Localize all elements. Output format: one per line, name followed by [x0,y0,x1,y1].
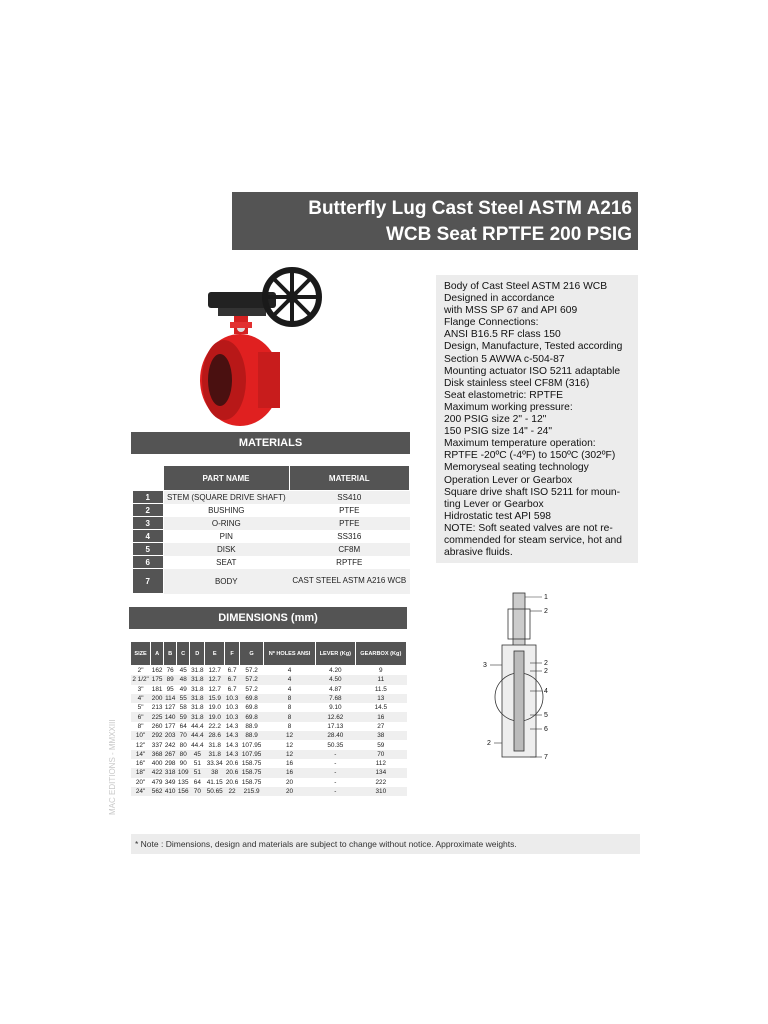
dim-row [131,666,407,676]
part-material: SS410 [289,491,409,504]
diagram-callout-label: 7 [544,754,548,761]
dim-cell: 6.7 [227,685,237,693]
title-bar [232,192,638,250]
spec-line: commended for steam service, hot and [444,534,622,546]
dim-cell: 260 [151,722,163,730]
dim-cell: 10.3 [225,713,239,721]
part-name: STEM (SQUARE DRIVE SHAFT) [163,491,289,504]
dim-cell: 14.3 [225,722,239,730]
diagram-callout-label: 2 [487,740,491,747]
dim-cell: 58 [179,704,187,712]
part-name: BODY [163,569,289,594]
spec-line: Operation Lever or Gearbox [444,474,573,486]
dim-cell: 140 [164,713,176,721]
part-material: SS316 [337,531,362,541]
dim-cell: 27 [377,722,385,730]
dim-row [131,787,407,796]
spec-line: Design, Manufacture, Tested according [444,341,623,353]
spec-line: Square drive shaft ISO 5211 for moun- [444,486,621,498]
dim-cell: 16" [135,760,146,768]
dim-cell: 9.10 [329,704,342,712]
dim-cell: 10.3 [225,695,239,703]
dim-cell: 225 [151,713,163,721]
dim-cell: 310 [355,787,406,796]
dim-cell: 156 [177,788,189,795]
diagram-callout-label: 4 [544,688,548,695]
spec-line: 200 PSIG size 2" - 12" [444,414,547,426]
dim-col-header: LEVER (Kg) [316,642,356,666]
dim-cell: 38 [355,731,406,740]
dim-cell: 57.2 [245,667,258,675]
part-number: 3 [133,517,164,530]
part-number: 6 [133,556,164,569]
dim-cell: 349 [164,778,176,786]
dim-cell: 114 [165,695,176,703]
materials-row [133,530,410,543]
dim-cell: 20 [264,787,316,796]
spec-line: with MSS SP 67 and API 609 [444,305,578,317]
spec-line: ANSI B16.5 RF class 150 [444,329,561,341]
spec-line: 150 PSIG size 14" - 24" [444,426,553,438]
dim-cell: 31.8 [191,667,204,675]
dim-cell: 14.3 [225,750,239,758]
dim-cell: 70 [190,787,205,796]
dim-cell: 181 [151,685,163,693]
dim-cell: 19.0 [205,712,225,721]
dim-cell: 59 [177,712,190,721]
dim-cell: 69.8 [245,704,258,712]
part-material: PTFE [339,505,360,515]
footnote: * Note : Dimensions, design and materials are subject to change without notice. Approximate weights. [131,834,640,854]
spec-line: Maximum working pressure: [444,401,573,413]
dim-cell: 22.2 [208,722,221,730]
dim-cell: - [316,750,356,759]
dim-col-header: C [177,642,190,666]
dim-cell: 33.34 [206,760,223,768]
dim-cell: 298 [164,760,176,768]
dim-cell: 20.6 [225,760,239,768]
part-number: 2 [133,504,164,517]
dim-cell: 12.7 [208,685,221,693]
dim-cell: 213 [151,704,163,712]
dim-cell: 80 [177,750,190,759]
dim-cell: 200 [151,695,163,703]
dim-cell: 14.5 [374,704,388,712]
title-line-1: Butterfly Lug Cast Steel ASTM A216 [308,198,632,219]
diagram-callout-label: 2 [544,668,548,675]
dim-cell: 562 [151,788,163,795]
dim-cell: 16 [264,768,316,777]
dim-cell: 12.7 [208,667,221,675]
dim-cell: 12 [264,731,316,740]
dim-cell: 64 [193,778,201,786]
dim-cell: 16 [285,760,294,768]
dim-row [131,740,407,749]
materials-row [133,517,410,530]
dim-cell: 222 [375,778,387,786]
dim-row [131,768,407,777]
dim-cell: 15.9 [205,694,225,703]
materials-row [133,491,410,504]
dim-cell: 44.4 [191,741,204,749]
dim-col-header: F [224,642,239,666]
dim-cell: 162 [151,667,163,675]
part-name: SEAT [216,557,237,567]
dim-col-header: GEARBOX (Kg) [355,642,406,666]
dim-cell: 4" [131,694,151,703]
dim-cell: 76 [166,667,174,675]
dim-row [131,731,407,740]
diagram-callout-label: 2 [544,660,548,667]
dim-col-header: A [151,642,164,666]
part-name: O-RING [163,517,289,530]
dim-cell: 368 [151,750,163,758]
dim-row [131,778,407,787]
dim-col-header: Nº HOLES ANSI [264,642,316,666]
part-name: DISK [163,543,289,556]
diagram-callout-label: 6 [544,726,548,733]
dim-cell: - [334,760,337,768]
dim-cell: 18" [131,768,151,777]
spec-line: Seat elastometric: RPTFE [444,389,564,401]
dim-cell: 6.7 [227,667,237,675]
dim-cell: 5" [137,704,144,712]
dim-cell: 31.8 [191,685,204,693]
dim-cell: 4.87 [329,685,342,693]
dim-cell: 422 [151,769,163,777]
dim-col-header: SIZE [131,642,151,666]
dim-cell: 57.2 [245,685,258,693]
spec-line: Designed in accordance [444,293,555,305]
dim-cell: 292 [151,732,163,740]
valve-product-image [190,262,330,432]
specifications-text [436,275,638,563]
dim-col-header: G [240,642,264,666]
spec-line: Mounting actuator ISO 5211 adaptable [444,365,621,377]
dim-cell: 13 [355,694,406,703]
watermark-text: MAC EDITIONS - MMXXIII [108,719,117,815]
dim-cell: 7.68 [316,694,356,703]
dim-cell: 31.8 [191,713,204,721]
dim-cell: 410 [164,788,176,795]
spec-line: ting Lever or Gearbox [444,498,544,510]
dim-cell: 51 [190,768,205,777]
dim-cell: 28.6 [205,731,225,740]
dim-cell: 135 [177,778,189,786]
part-name: BUSHING [208,505,245,515]
dim-cell: 4 [287,685,292,693]
dim-cell: 69.8 [240,712,264,721]
dim-cell: 20.6 [225,769,239,777]
spec-line: Flange Connections: [444,317,539,329]
part-material: PTFE [289,517,409,530]
dim-row [131,675,407,684]
part-number: 5 [133,543,164,556]
material-header: MATERIAL [289,466,409,491]
dim-cell: 24" [131,787,151,796]
dim-cell: 8 [264,694,316,703]
dim-cell: 19.0 [208,704,221,712]
dim-cell: 177 [164,722,176,730]
dim-cell: 4 [287,667,292,675]
dim-cell: 12 [285,741,294,749]
dim-cell: 69.8 [240,694,264,703]
dimensions-header-row [131,642,407,666]
dim-cell: 242 [164,741,176,749]
dim-cell: 95 [166,685,174,693]
dim-cell: 203 [164,732,176,740]
dim-cell: 2" [137,667,144,675]
dim-cell: 90 [179,760,187,768]
dim-cell: 50.35 [327,741,344,749]
dim-cell: 12.7 [205,675,225,684]
dim-col-header: B [164,642,177,666]
dim-cell: 8" [137,722,144,730]
dim-cell: 14.3 [225,732,239,740]
dim-cell: 158.75 [241,778,262,786]
dim-cell: 89 [164,675,177,684]
spec-line: Section 5 AWWA c-504-87 [444,353,565,365]
dim-cell: 31.8 [191,695,204,703]
dim-cell: 57.2 [240,675,264,684]
part-material: RPTFE [336,557,363,567]
dim-cell: 59 [377,741,385,749]
dim-cell: 400 [151,760,163,768]
dim-cell: 20.6 [225,778,239,786]
dim-cell: 64 [179,722,187,730]
dim-cell: 88.9 [240,731,264,740]
dim-cell: 14" [131,750,151,759]
dim-cell: 31.8 [205,750,225,759]
dim-cell: 44.4 [191,732,204,740]
part-name-header: PART NAME [163,466,289,491]
dim-cell: 158.75 [241,760,262,768]
diagram-callout-label: 2 [544,608,548,615]
materials-header-row [133,466,410,491]
dim-cell: 12" [135,741,146,749]
dim-cell: 8 [287,722,292,730]
dim-col-header: E [205,642,225,666]
materials-heading: MATERIALS [131,432,410,454]
dim-cell: 16 [355,712,406,721]
dimensions-heading: DIMENSIONS (mm) [129,607,407,629]
dim-cell: 127 [164,704,176,712]
dim-cell: 48 [177,675,190,684]
dim-cell: 6.7 [224,675,239,684]
dim-cell: 50.65 [206,788,223,795]
dim-cell: 22 [224,787,239,796]
materials-row [133,569,410,594]
spec-line: Hidrostatic test API 598 [444,510,552,522]
dim-cell: 12.62 [316,712,356,721]
dim-cell: 4 [264,675,316,684]
dim-cell: 28.40 [316,731,356,740]
part-material: CAST STEEL ASTM A216 WCB [289,569,409,594]
dim-cell: 107.95 [240,750,264,759]
part-name: PIN [219,531,233,541]
dim-cell: 134 [355,768,406,777]
dim-cell: 9 [379,667,383,675]
dim-cell: 12 [264,750,316,759]
dim-cell: 70 [177,731,190,740]
dim-cell: 479 [151,778,163,786]
dim-row [131,685,407,694]
valve-section-diagram [480,585,570,765]
dim-cell: 49 [179,685,187,693]
dim-cell: 17.13 [327,722,344,730]
dim-cell: - [334,778,337,786]
spec-line: Memoryseal seating technology [444,462,589,474]
dim-cell: 11 [355,675,406,684]
dim-row [131,750,407,759]
spec-line: abrasive fluids. [444,547,513,559]
dim-cell: 44.4 [191,722,204,730]
dim-cell: 2 1/2" [132,676,149,684]
dimensions-table [130,641,407,796]
dim-cell: 20" [135,778,146,786]
dim-cell: 318 [164,769,176,777]
dim-cell: 215.9 [240,787,264,796]
dim-row [131,712,407,721]
dim-cell: 112 [375,760,386,768]
dim-cell: 41.15 [206,778,223,786]
dim-cell: 158.75 [240,768,264,777]
part-number: 4 [133,530,164,543]
dim-cell: 175 [151,676,163,684]
dim-cell: 20 [285,778,294,786]
spec-line: NOTE: Soft seated valves are not re- [444,522,613,534]
dim-row [131,694,407,703]
materials-row [133,556,410,569]
dim-row [131,759,407,768]
part-number: 1 [133,491,164,504]
title-line-2: WCB Seat RPTFE 200 PSIG [385,224,632,245]
dim-cell: 55 [177,694,190,703]
dim-cell: 51 [193,760,201,768]
spec-line: Disk stainless steel CF8M (316) [444,377,590,389]
dim-cell: 10.3 [225,704,239,712]
dim-cell: 38 [205,768,225,777]
dim-cell: 4.20 [329,667,342,675]
dim-row [131,703,407,712]
dim-cell: - [316,787,356,796]
dim-cell: 6" [131,712,151,721]
part-material: CF8M [289,543,409,556]
materials-row [133,543,410,556]
dim-cell: 31.8 [208,741,221,749]
dim-cell: 107.95 [241,741,262,749]
diagram-callout-label: 1 [544,594,548,601]
dim-cell: 45 [190,750,205,759]
spec-line: Body of Cast Steel ASTM 216 WCB [444,281,608,292]
materials-row [133,504,410,517]
part-number: 7 [133,569,164,594]
dim-row [131,722,407,731]
dim-cell: 88.9 [245,722,258,730]
dim-cell: 31.8 [191,676,204,684]
dim-cell: 14.3 [225,741,239,749]
dim-cell: 80 [179,741,187,749]
dim-cell: 70 [355,750,406,759]
diagram-callout-label: 3 [483,662,487,669]
dim-col-header: D [190,642,205,666]
dim-cell: - [316,768,356,777]
dim-cell: 10" [131,731,151,740]
dim-cell: 4.50 [316,675,356,684]
dim-cell: 8 [264,712,316,721]
diagram-callout-label: 5 [544,712,548,719]
dim-cell: 337 [151,741,163,749]
spec-line: Maximum temperature operation: [444,438,596,450]
dim-cell: 3" [137,685,144,693]
dim-cell: 267 [164,750,176,758]
dim-cell: 45 [179,667,187,675]
dim-cell: 109 [177,769,189,777]
spec-line: RPTFE -20ºC (-4ºF) to 150ºC (302ºF) [444,450,616,462]
dim-cell: 8 [287,704,292,712]
dim-cell: 31.8 [191,704,204,712]
dim-cell: 11.5 [374,685,387,693]
materials-table [132,465,410,594]
